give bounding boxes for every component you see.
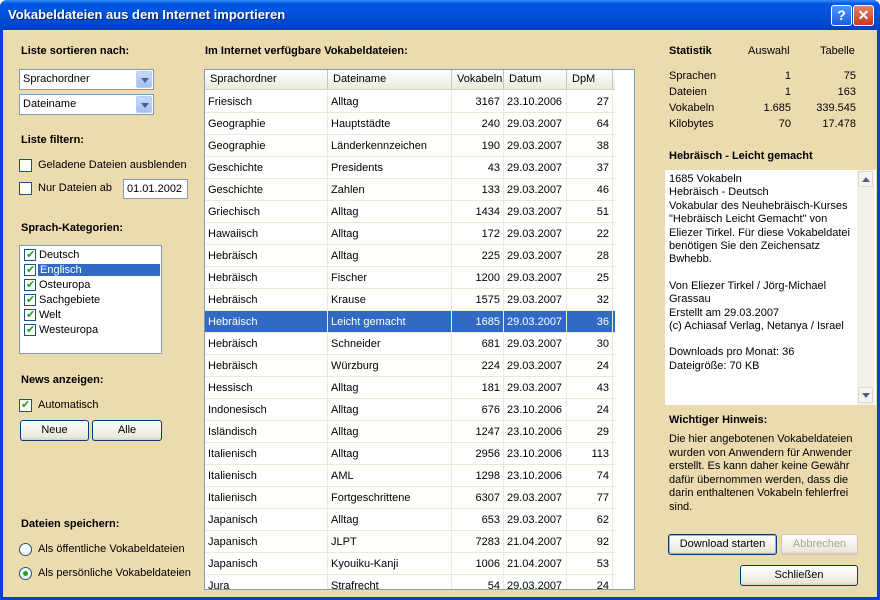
cell-date: 29.03.2007 [504, 179, 567, 201]
cell-language: Japanisch [205, 553, 328, 575]
table-row[interactable] [205, 245, 615, 267]
cell-filename: Alltag [328, 223, 452, 245]
new-button[interactable]: Neue [20, 420, 89, 441]
detail-scrollbar[interactable] [857, 170, 874, 405]
cell-date: 29.03.2007 [504, 311, 567, 333]
cell-vocab: 7283 [452, 531, 504, 553]
table-row[interactable] [205, 487, 615, 509]
category-item[interactable] [22, 308, 161, 323]
cell-dpm: 92 [567, 531, 613, 553]
cell-dpm: 51 [567, 201, 613, 223]
hide-loaded-checkbox[interactable] [19, 159, 32, 172]
cell-language: Jura [205, 575, 328, 590]
categories-list[interactable] [19, 245, 162, 354]
stats-col-selection: Auswahl [748, 45, 790, 57]
column-header-vocab[interactable]: Vokabeln [452, 70, 504, 89]
cell-date: 21.04.2007 [504, 553, 567, 575]
cell-vocab: 1298 [452, 465, 504, 487]
grid-heading: Im Internet verfügbare Vokabeldateien: [205, 45, 408, 57]
cell-vocab: 653 [452, 509, 504, 531]
cell-filename: Strafrecht [328, 575, 452, 590]
table-row[interactable] [205, 421, 615, 443]
chevron-down-icon[interactable] [136, 71, 152, 88]
cell-filename: Leicht gemacht [328, 311, 452, 333]
window-title: Vokabeldateien aus dem Internet importieren [8, 7, 286, 22]
cell-language: Italienisch [205, 443, 328, 465]
stat-label: Dateien [669, 86, 707, 98]
sort-primary-value: Sprachordner [23, 73, 90, 85]
detail-heading: Hebräisch - Leicht gemacht [669, 150, 813, 162]
cell-language: Isländisch [205, 421, 328, 443]
sort-secondary-select[interactable] [19, 94, 154, 115]
table-row[interactable] [205, 355, 615, 377]
download-button[interactable]: Download starten [668, 534, 777, 555]
cell-date: 29.03.2007 [504, 333, 567, 355]
save-public-label: Als öffentliche Vokabeldateien [38, 543, 185, 555]
category-label: Sachgebiete [39, 294, 101, 306]
detail-line: (c) Achiasaf Verlag, Netanya / Israel [669, 320, 844, 333]
cell-dpm: 37 [567, 157, 613, 179]
category-label: Welt [39, 309, 61, 321]
table-row[interactable] [205, 289, 615, 311]
scroll-down-icon[interactable] [858, 387, 873, 403]
sort-primary-select[interactable] [19, 69, 154, 90]
detail-line [665, 333, 853, 346]
cell-date: 29.03.2007 [504, 289, 567, 311]
cell-date: 29.03.2007 [504, 223, 567, 245]
cell-dpm: 27 [567, 91, 613, 113]
all-button[interactable]: Alle [92, 420, 162, 441]
cell-dpm: 74 [567, 465, 613, 487]
cell-filename: Alltag [328, 399, 452, 421]
cell-filename: Alltag [328, 509, 452, 531]
cell-vocab: 1434 [452, 201, 504, 223]
column-header-filename[interactable]: Dateiname [328, 70, 452, 89]
cell-language: Griechisch [205, 201, 328, 223]
cell-language: Geschichte [205, 179, 328, 201]
stat-table-value: 75 [843, 70, 856, 82]
cell-language: Hawaiisch [205, 223, 328, 245]
cell-language: Indonesisch [205, 399, 328, 421]
save-heading: Dateien speichern: [21, 518, 120, 530]
cell-filename: Alltag [328, 91, 452, 113]
close-button[interactable]: Schließen [740, 565, 858, 586]
table-row[interactable] [205, 223, 615, 245]
cell-filename: Alltag [328, 201, 452, 223]
cell-dpm: 113 [567, 443, 613, 465]
cell-filename: Zahlen [328, 179, 452, 201]
table-row[interactable] [205, 179, 615, 201]
help-button[interactable]: ? [831, 5, 852, 26]
save-personal-radio[interactable] [19, 567, 32, 580]
cell-date: 23.10.2006 [504, 465, 567, 487]
cell-language: Hebräisch [205, 245, 328, 267]
table-row[interactable] [205, 377, 615, 399]
category-label: Englisch [38, 264, 160, 276]
table-row[interactable] [205, 531, 615, 553]
detail-line: Vokabular des Neuhebräisch-Kurses "Hebräisch Leicht Gemacht" von Eliezer Tirkel. Für diese Vokabeldatei benötigen Sie den Zeichensatz Bwhebb. [669, 199, 850, 266]
filter-date-field[interactable]: 01.01.2002 [123, 179, 188, 199]
cell-date: 29.03.2007 [504, 201, 567, 223]
stat-label: Sprachen [669, 70, 717, 82]
cell-filename: AML [328, 465, 452, 487]
category-checkbox[interactable] [24, 249, 36, 261]
cell-dpm: 29 [567, 421, 613, 443]
category-item[interactable] [22, 278, 161, 293]
cell-vocab: 6307 [452, 487, 504, 509]
cell-filename: Alltag [328, 421, 452, 443]
save-public-radio[interactable] [19, 543, 32, 556]
cell-language: Hebräisch [205, 333, 328, 355]
detail-line: Dateigröße: 70 KB [669, 359, 760, 372]
column-header-date[interactable]: Datum [504, 70, 567, 89]
cell-language: Italienisch [205, 487, 328, 509]
cell-vocab: 1685 [452, 311, 504, 333]
category-checkbox[interactable] [24, 264, 36, 276]
cell-date: 23.10.2006 [504, 443, 567, 465]
stats-col-table: Tabelle [820, 45, 855, 57]
cell-dpm: 36 [567, 311, 613, 333]
category-checkbox[interactable] [24, 294, 36, 306]
cell-language: Friesisch [205, 91, 328, 113]
cell-vocab: 240 [452, 113, 504, 135]
cell-vocab: 1575 [452, 289, 504, 311]
cell-vocab: 133 [452, 179, 504, 201]
cell-language: Hebräisch [205, 267, 328, 289]
cell-date: 29.03.2007 [504, 487, 567, 509]
cell-dpm: 28 [567, 245, 613, 267]
cell-dpm: 38 [567, 135, 613, 157]
cell-dpm: 30 [567, 333, 613, 355]
cell-vocab: 1006 [452, 553, 504, 575]
cell-filename: Würzburg [328, 355, 452, 377]
category-label: Osteuropa [39, 279, 91, 291]
cell-language: Japanisch [205, 531, 328, 553]
table-row[interactable] [205, 333, 615, 355]
column-header-language[interactable]: Sprachordner [205, 70, 328, 89]
news-auto-checkbox[interactable] [19, 399, 32, 412]
cell-vocab: 681 [452, 333, 504, 355]
table-row[interactable] [205, 157, 615, 179]
category-item[interactable] [22, 323, 161, 338]
cell-dpm: 24 [567, 575, 613, 590]
cell-filename: Schneider [328, 333, 452, 355]
stat-table-value: 163 [837, 86, 856, 98]
cell-date: 23.10.2006 [504, 421, 567, 443]
stat-selection-value: 70 [778, 118, 791, 130]
column-header-dpm[interactable]: DpM [567, 70, 613, 89]
table-row[interactable] [205, 553, 615, 575]
cell-date: 21.04.2007 [504, 531, 567, 553]
cell-language: Japanisch [205, 509, 328, 531]
cell-vocab: 43 [452, 157, 504, 179]
notice-text: Die hier angebotenen Vokabeldateien wurden von Anwendern für Anwender erstellt. Es kann daher keine Gewähr dafür übernommen werden, dass die darin enthaltenen Vokabeln fehlerfrei sind. [669, 433, 853, 513]
news-heading: News anzeigen: [21, 374, 104, 386]
table-row[interactable] [205, 267, 615, 289]
cell-dpm: 62 [567, 509, 613, 531]
cell-date: 29.03.2007 [504, 157, 567, 179]
cell-date: 29.03.2007 [504, 575, 567, 590]
cell-dpm: 25 [567, 267, 613, 289]
cell-vocab: 224 [452, 355, 504, 377]
stat-selection-value: 1.685 [763, 102, 791, 114]
table-row[interactable] [205, 465, 615, 487]
cell-dpm: 24 [567, 399, 613, 421]
stat-selection-value: 1 [784, 86, 791, 98]
stat-selection-value: 1 [784, 70, 791, 82]
cell-date: 23.10.2006 [504, 91, 567, 113]
table-row[interactable] [205, 443, 615, 465]
cell-filename: Alltag [328, 377, 452, 399]
category-item[interactable] [22, 293, 161, 308]
cell-dpm: 32 [567, 289, 613, 311]
vocab-files-table[interactable] [204, 69, 635, 590]
cell-language: Hebräisch [205, 355, 328, 377]
stat-label: Vokabeln [669, 102, 715, 114]
cell-language: Geschichte [205, 157, 328, 179]
category-item[interactable] [22, 248, 161, 263]
cell-vocab: 172 [452, 223, 504, 245]
cell-vocab: 1200 [452, 267, 504, 289]
cell-filename: Länderkennzeichen [328, 135, 452, 157]
only-from-checkbox[interactable] [19, 182, 32, 195]
cell-date: 29.03.2007 [504, 135, 567, 157]
detail-line: Von Eliezer Tirkel / Jörg-Michael Grassau [669, 279, 827, 306]
scroll-up-icon[interactable] [858, 171, 873, 187]
cell-filename: Alltag [328, 443, 452, 465]
stat-label: Kilobytes [669, 118, 714, 130]
table-row[interactable] [205, 201, 615, 223]
cell-language: Hessisch [205, 377, 328, 399]
stat-table-value: 339.545 [816, 102, 856, 114]
close-window-button[interactable]: ✕ [853, 5, 874, 26]
category-checkbox[interactable] [24, 309, 36, 321]
stats-heading: Statistik [669, 45, 712, 57]
detail-line: Hebräisch - Deutsch [669, 186, 769, 199]
cell-filename: Fischer [328, 267, 452, 289]
table-row[interactable] [205, 399, 615, 421]
cell-date: 29.03.2007 [504, 509, 567, 531]
sort-secondary-value: Dateiname [23, 98, 77, 110]
category-label: Westeuropa [39, 324, 99, 336]
cell-vocab: 3167 [452, 91, 504, 113]
cell-filename: Kyouiku-Kanji [328, 553, 452, 575]
cell-dpm: 43 [567, 377, 613, 399]
cancel-button[interactable]: Abbrechen [781, 534, 858, 555]
sort-heading: Liste sortieren nach: [21, 45, 130, 57]
news-auto-label: Automatisch [38, 399, 99, 411]
title-bar [0, 0, 880, 30]
cell-vocab: 676 [452, 399, 504, 421]
cell-language: Italienisch [205, 465, 328, 487]
cell-language: Geographie [205, 113, 328, 135]
cell-dpm: 64 [567, 113, 613, 135]
cell-filename: Hauptstädte [328, 113, 452, 135]
cell-filename: JLPT [328, 531, 452, 553]
table-row[interactable] [205, 135, 615, 157]
cell-language: Hebräisch [205, 289, 328, 311]
cell-dpm: 22 [567, 223, 613, 245]
cell-vocab: 2956 [452, 443, 504, 465]
cell-date: 29.03.2007 [504, 113, 567, 135]
cell-date: 29.03.2007 [504, 377, 567, 399]
detail-line: Downloads pro Monat: 36 [669, 346, 795, 359]
cell-vocab: 54 [452, 575, 504, 590]
table-row[interactable] [205, 311, 615, 333]
cell-filename: Fortgeschrittene [328, 487, 452, 509]
table-row[interactable] [205, 575, 615, 590]
cell-vocab: 190 [452, 135, 504, 157]
notice-heading: Wichtiger Hinweis: [669, 414, 768, 426]
cell-dpm: 46 [567, 179, 613, 201]
cell-vocab: 225 [452, 245, 504, 267]
category-checkbox[interactable] [24, 279, 36, 291]
cell-filename: Krause [328, 289, 452, 311]
cell-dpm: 24 [567, 355, 613, 377]
category-label: Deutsch [39, 249, 80, 261]
filter-heading: Liste filtern: [21, 134, 84, 146]
cell-date: 29.03.2007 [504, 267, 567, 289]
cell-language: Geographie [205, 135, 328, 157]
dialog-client [3, 30, 877, 597]
table-row[interactable] [205, 509, 615, 531]
detail-line: Erstellt am 29.03.2007 [669, 306, 780, 319]
cell-date: 29.03.2007 [504, 355, 567, 377]
cell-filename: Alltag [328, 245, 452, 267]
category-item[interactable] [22, 263, 161, 278]
cell-dpm: 53 [567, 553, 613, 575]
detail-line [665, 267, 853, 280]
categories-heading: Sprach-Kategorien: [21, 222, 124, 234]
table-header [205, 70, 615, 90]
cell-vocab: 181 [452, 377, 504, 399]
cell-filename: Presidents [328, 157, 452, 179]
table-row[interactable] [205, 113, 615, 135]
table-row[interactable] [205, 91, 615, 113]
detail-line: 1685 Vokabeln [669, 173, 742, 185]
only-from-label: Nur Dateien ab [38, 182, 112, 194]
cell-date: 29.03.2007 [504, 245, 567, 267]
cell-dpm: 77 [567, 487, 613, 509]
detail-text [665, 170, 876, 373]
category-checkbox[interactable] [24, 324, 36, 336]
cell-language: Hebräisch [205, 311, 328, 333]
detail-textbox[interactable] [665, 170, 876, 405]
cell-vocab: 1247 [452, 421, 504, 443]
cell-date: 23.10.2006 [504, 399, 567, 421]
save-personal-label: Als persönliche Vokabeldateien [38, 567, 191, 579]
hide-loaded-label: Geladene Dateien ausblenden [38, 159, 187, 171]
stat-table-value: 17.478 [822, 118, 856, 130]
chevron-down-icon[interactable] [136, 96, 152, 113]
